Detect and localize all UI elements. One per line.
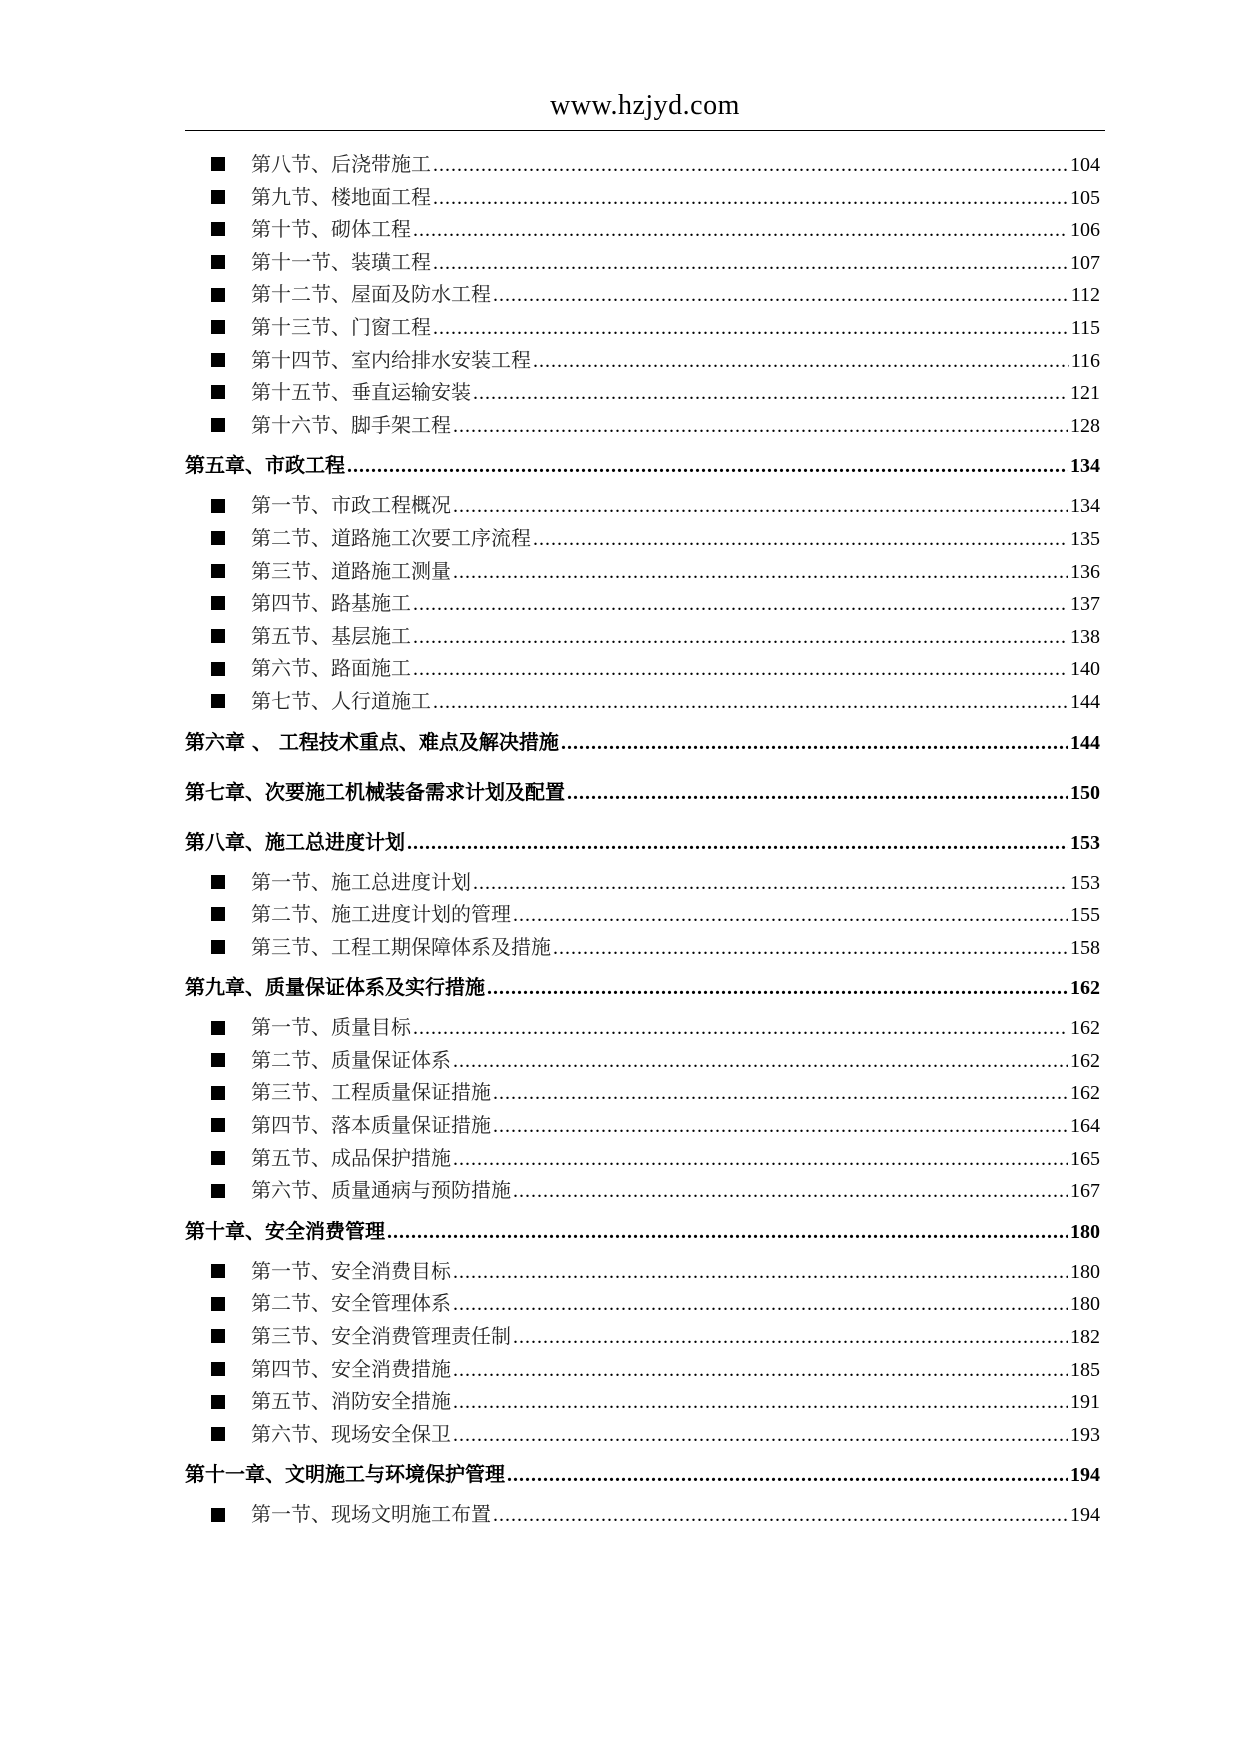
dot-leader [453,1256,1068,1288]
toc-page-number: 112 [1070,284,1100,307]
toc-entry-title: 第三节、道路施工测量 [251,558,451,583]
toc-page-number: 158 [1070,936,1100,959]
toc-entry-title: 第十三节、门窗工程 [251,314,431,339]
square-bullet-icon [211,1151,225,1165]
toc-page-number: 105 [1070,186,1100,209]
toc-entry-title: 第一节、安全消费目标 [251,1258,451,1283]
toc-section-entry[interactable] [185,898,1100,931]
toc-page-number: 162 [1070,1082,1100,1105]
toc-page-number: 155 [1070,904,1100,927]
toc-page-number: 144 [1070,731,1100,754]
toc-section-entry[interactable] [185,1044,1100,1077]
toc-entry-title: 第五节、成品保护措施 [251,1145,451,1170]
dot-leader [561,727,1068,758]
dot-leader [533,345,1069,377]
toc-page-number: 162 [1070,1049,1100,1072]
dot-leader [413,1012,1068,1044]
toc-entry-title: 第十章、安全消费管理 [185,1218,385,1243]
dot-leader [433,149,1068,181]
toc-chapter-entry[interactable] [185,971,1100,1003]
toc-section-entry[interactable] [185,1142,1100,1175]
toc-entry-title: 第十四节、室内给排水安装工程 [251,347,531,372]
toc-page-number: 162 [1070,977,1100,1000]
dot-leader [433,312,1069,344]
toc-page-number: 193 [1070,1423,1100,1446]
toc-page-number: 167 [1070,1180,1100,1203]
toc-entry-title: 第六节、质量通病与预防措施 [251,1178,511,1203]
toc-section-entry[interactable] [185,555,1100,588]
toc-page-number: 191 [1070,1391,1100,1414]
toc-entry-title: 第八节、后浇带施工 [251,152,431,176]
toc-entry-title: 第四节、路基施工 [251,591,411,616]
toc-section-entry[interactable] [185,489,1100,522]
square-bullet-icon [211,222,225,236]
page-header [185,88,1105,131]
dot-leader [453,490,1068,522]
toc-section-entry[interactable] [185,931,1100,964]
toc-section-entry[interactable] [185,344,1100,377]
toc-page-number: 165 [1070,1147,1100,1170]
toc-page-number: 116 [1070,349,1100,372]
toc-entry-title: 第三节、工程工期保障体系及措施 [251,934,551,959]
toc-section-entry[interactable] [185,866,1100,899]
toc-page-number: 180 [1070,1260,1100,1283]
square-bullet-icon [211,531,225,545]
toc-page-number: 180 [1070,1220,1100,1243]
toc-entry-title: 第九章、质量保证体系及实行措施 [185,975,485,1000]
toc-entry-title: 第四节、安全消费措施 [251,1356,451,1381]
dot-leader [553,932,1068,964]
square-bullet-icon [211,157,225,171]
toc-section-entry[interactable] [185,1353,1100,1386]
toc-chapter-entry[interactable] [185,726,1100,758]
toc-section-entry[interactable] [185,278,1100,311]
toc-page-number: 150 [1070,781,1100,804]
toc-chapter-entry[interactable] [185,826,1100,858]
toc-page-number: 121 [1070,382,1100,405]
toc-section-entry[interactable] [185,1385,1100,1418]
toc-page-number: 164 [1070,1115,1100,1138]
square-bullet-icon [211,940,225,954]
square-bullet-icon [211,1184,225,1198]
toc-section-entry[interactable] [185,1418,1100,1451]
toc-entry-title: 第六节、现场安全保卫 [251,1421,451,1446]
dot-leader [473,867,1068,899]
dot-leader [453,1045,1068,1077]
square-bullet-icon [211,629,225,643]
square-bullet-icon [211,418,225,432]
toc-section-entry[interactable] [185,1255,1100,1288]
square-bullet-icon [211,1264,225,1278]
toc-section-entry[interactable] [185,1287,1100,1320]
toc-section-entry[interactable] [185,409,1100,442]
toc-entry-title: 第七节、人行道施工 [251,688,431,713]
toc-page-number: 182 [1070,1326,1100,1349]
dot-leader [487,972,1068,1003]
toc-entry-title: 第二节、质量保证体系 [251,1047,451,1072]
toc-section-entry[interactable] [185,587,1100,620]
dot-leader [453,1419,1068,1451]
toc-section-entry[interactable] [185,148,1100,181]
toc-page-number: 138 [1070,625,1100,648]
toc-section-entry[interactable] [185,1011,1100,1044]
toc-entry-title: 第十一章、文明施工与环境保护管理 [185,1462,505,1487]
toc-entry-title: 第三节、安全消费管理责任制 [251,1324,511,1349]
toc-section-entry[interactable] [185,311,1100,344]
square-bullet-icon [211,1086,225,1100]
toc-section-entry[interactable] [185,1076,1100,1109]
toc-entry-title: 第十五节、垂直运输安装 [251,380,471,405]
toc-entry-title: 第一节、质量目标 [251,1015,411,1040]
square-bullet-icon [211,385,225,399]
dot-leader [513,899,1068,931]
toc-page-number: 162 [1070,1017,1100,1040]
toc-section-entry[interactable] [185,1320,1100,1353]
square-bullet-icon [211,1297,225,1311]
dot-leader [493,1499,1068,1531]
dot-leader [493,1110,1068,1142]
toc-chapter-entry[interactable] [185,1215,1100,1247]
dot-leader [407,827,1068,858]
toc-page-number: 185 [1070,1358,1100,1381]
square-bullet-icon [211,288,225,302]
dot-leader [413,214,1068,246]
dot-leader [433,182,1068,214]
square-bullet-icon [211,255,225,269]
toc-page-number: 194 [1070,1464,1100,1487]
toc-section-entry[interactable] [185,652,1100,685]
dot-leader [433,686,1068,718]
dot-leader [413,621,1068,653]
dot-leader [513,1175,1068,1207]
toc-page-number: 128 [1070,414,1100,437]
dot-leader [453,556,1068,588]
toc-section-entry[interactable] [185,246,1100,279]
square-bullet-icon [211,1053,225,1067]
dot-leader [387,1216,1068,1247]
dot-leader [453,1143,1068,1175]
dot-leader [493,279,1069,311]
toc-page-number: 107 [1070,251,1100,274]
dot-leader [413,653,1068,685]
toc-page-number: 106 [1070,219,1100,242]
toc-entry-title: 第二节、施工进度计划的管理 [251,902,511,927]
toc-page-number: 144 [1070,690,1100,713]
dot-leader [567,777,1068,808]
toc-entry-title: 第一节、市政工程概况 [251,493,451,518]
toc-entry-title: 第五章、市政工程 [185,453,345,478]
toc-entry-title: 第三节、工程质量保证措施 [251,1080,491,1105]
dot-leader [413,588,1068,620]
square-bullet-icon [211,875,225,889]
toc-chapter-entry[interactable] [185,449,1100,481]
square-bullet-icon [211,596,225,610]
dot-leader [433,247,1068,279]
toc-entry-title: 第十二节、屋面及防水工程 [251,282,491,307]
toc-page-number: 115 [1070,316,1100,339]
toc-entry-title: 第八章、施工总进度计划 [185,829,405,854]
dot-leader [473,377,1068,409]
square-bullet-icon [211,1021,225,1035]
toc-page-number: 135 [1070,527,1100,550]
square-bullet-icon [211,353,225,367]
dot-leader [453,410,1068,442]
toc-page-number: 153 [1070,871,1100,894]
toc-entry-title: 第一节、施工总进度计划 [251,869,471,894]
toc-entry-title: 第五节、消防安全措施 [251,1389,451,1414]
dot-leader [533,523,1068,555]
toc-entry-title: 第七章、次要施工机械装备需求计划及配置 [185,779,565,804]
toc-section-entry[interactable] [185,1174,1100,1207]
toc-entry-title: 第十节、砌体工程 [251,217,411,242]
square-bullet-icon [211,564,225,578]
square-bullet-icon [211,662,225,676]
toc-section-entry[interactable] [185,685,1100,718]
square-bullet-icon [211,1427,225,1441]
toc-section-entry[interactable] [185,1109,1100,1142]
dot-leader [513,1321,1068,1353]
toc-section-entry[interactable] [185,522,1100,555]
toc-chapter-entry[interactable] [185,1458,1100,1490]
toc-entry-title: 第二节、安全管理体系 [251,1291,451,1316]
header-site-url: www.hzjyd.com [550,90,740,121]
toc-page-number: 140 [1070,658,1100,681]
toc-entry-title: 第十一节、装璜工程 [251,249,431,274]
toc-page-number: 180 [1070,1293,1100,1316]
toc-entry-title: 第九节、楼地面工程 [251,184,431,209]
dot-leader [453,1288,1068,1320]
dot-leader [507,1459,1068,1490]
toc-page-number: 136 [1070,560,1100,583]
square-bullet-icon [211,694,225,708]
square-bullet-icon [211,1329,225,1343]
dot-leader [347,450,1068,481]
table-of-contents [185,148,1100,1531]
toc-page-number: 134 [1070,495,1100,518]
square-bullet-icon [211,499,225,513]
toc-entry-title: 第六节、路面施工 [251,656,411,681]
toc-entry-title: 第五节、基层施工 [251,623,411,648]
toc-section-entry[interactable] [185,1498,1100,1531]
toc-page-number: 137 [1070,593,1100,616]
toc-entry-title: 第一节、现场文明施工布置 [251,1502,491,1527]
square-bullet-icon [211,1362,225,1376]
toc-chapter-entry[interactable] [185,776,1100,808]
toc-entry-title: 第四节、落本质量保证措施 [251,1113,491,1138]
toc-page-number: 134 [1070,455,1100,478]
square-bullet-icon [211,320,225,334]
toc-entry-title: 第二节、道路施工次要工序流程 [251,525,531,550]
toc-section-entry[interactable] [185,620,1100,653]
square-bullet-icon [211,190,225,204]
toc-entry-title: 第六章 、 工程技术重点、难点及解决措施 [185,729,559,754]
toc-entry-title: 第十六节、脚手架工程 [251,412,451,437]
square-bullet-icon [211,1508,225,1522]
toc-page-number: 104 [1070,154,1100,176]
toc-section-entry[interactable] [185,181,1100,214]
square-bullet-icon [211,1118,225,1132]
square-bullet-icon [211,1395,225,1409]
toc-section-entry[interactable] [185,376,1100,409]
square-bullet-icon [211,907,225,921]
toc-page-number: 194 [1070,1504,1100,1527]
dot-leader [453,1386,1068,1418]
toc-page-number: 153 [1070,831,1100,854]
dot-leader [493,1077,1068,1109]
dot-leader [453,1354,1068,1386]
toc-section-entry[interactable] [185,213,1100,246]
